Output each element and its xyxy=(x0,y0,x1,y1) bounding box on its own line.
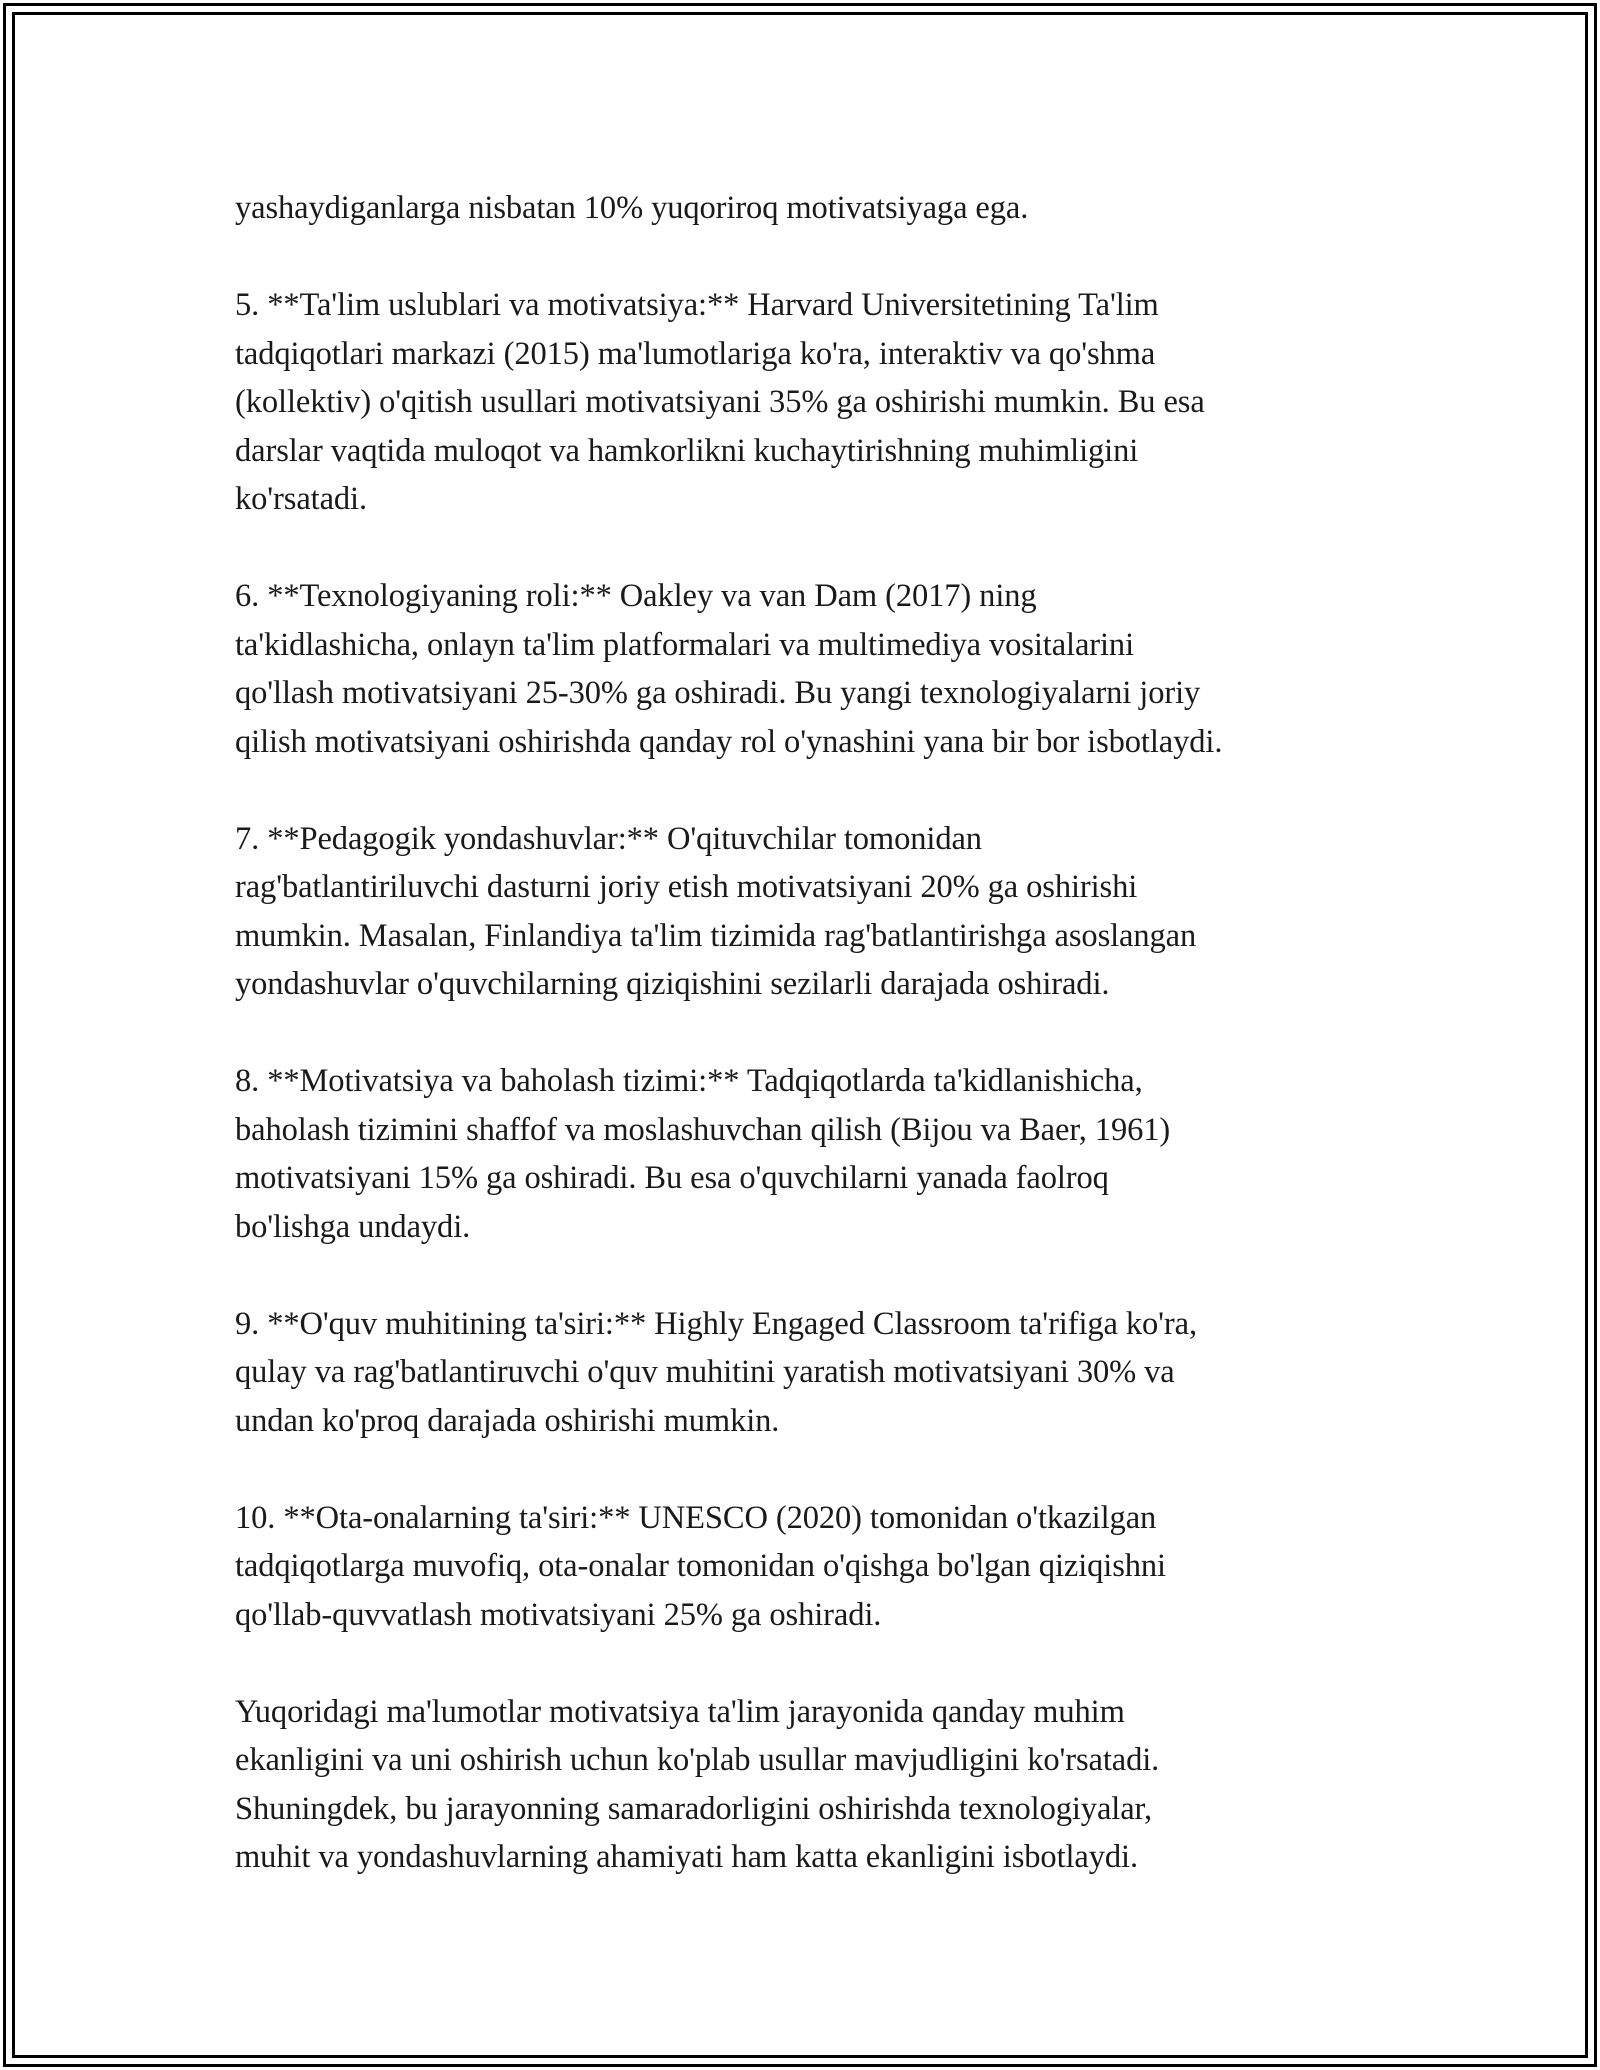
paragraph-conclusion: Yuqoridagi ma'lumotlar motivatsiya ta'lim jarayonida qanday muhim ekanligini va uni oshirish uchun ko'plab usullar mavjudligini ko'rsatadi. Shuningdek, bu jarayonning samaradorligini oshirishda texnologiyalar, muhit va yondashuvlarning ahamiyati ham katta ekanligini isbotlaydi. xyxy=(235,1693,1160,1875)
paragraph-item-8: 8. **Motivatsiya va baholash tizimi:** Tadqiqotlarda ta'kidlanishicha, baholash tizimini shaffof va moslashuvchan qilish (Bijou va Baer, 1961) motivatsiyani 15% ga oshiradi. Bu esa o'quvchilarni yanada faolroq bo'lishga undaydi. xyxy=(235,1063,1171,1245)
paragraph-item-6: 6. **Texnologiyaning roli:** Oakley va van Dam (2017) ning ta'kidlashicha, onlayn ta'lim platformalari va multimediya vositalarini qo'llash motivatsiyani 25-30% ga oshiradi. Bu yangi texnologiyalarni joriy qilish motivatsiyani oshirishda qanday rol o'ynashini yana bir bor isbotlaydi. xyxy=(235,578,1223,760)
document-body xyxy=(235,184,1395,1882)
paragraph-item-9: 9. **O'quv muhitining ta'siri:** Highly Engaged Classroom ta'rifiga ko'ra, qulay va rag'batlantiruvchi o'quv muhitini yaratish motivatsiyani 30% va undan ko'proq darajada oshirishi mumkin. xyxy=(235,1305,1197,1439)
paragraph-item-5: 5. **Ta'lim uslublari va motivatsiya:** Harvard Universitetining Ta'lim tadqiqotlari markazi (2015) ma'lumotlariga ko'ra, interaktiv va qo'shma (kollektiv) o'qitish usullari motivatsiyani 35% ga oshirishi mumkin. Bu esa darslar vaqtida muloqot va hamkorlikni kuchaytirishning muhimligini ko'rsatadi. xyxy=(235,287,1205,517)
paragraph-item-10: 10. **Ota-onalarning ta'siri:** UNESCO (2020) tomonidan o'tkazilgan tadqiqotlarga muvofiq, ota-onalar tomonidan o'qishga bo'lgan qiziqishni qo'llab-quvvatlash motivatsiyani 25% ga oshiradi. xyxy=(235,1499,1166,1633)
paragraph-continuation: yashaydiganlarga nisbatan 10% yuqoriroq motivatsiyaga ega. xyxy=(235,190,1029,226)
paragraph-item-7: 7. **Pedagogik yondashuvlar:** O'qituvchilar tomonidan rag'batlantiriluvchi dasturni joriy etish motivatsiyani 20% ga oshirishi mumkin. Masalan, Finlandiya ta'lim tizimida rag'batlantirishga asoslangan yondashuvlar o'quvchilarning qiziqishini sezilarli darajada oshiradi. xyxy=(235,820,1197,1002)
